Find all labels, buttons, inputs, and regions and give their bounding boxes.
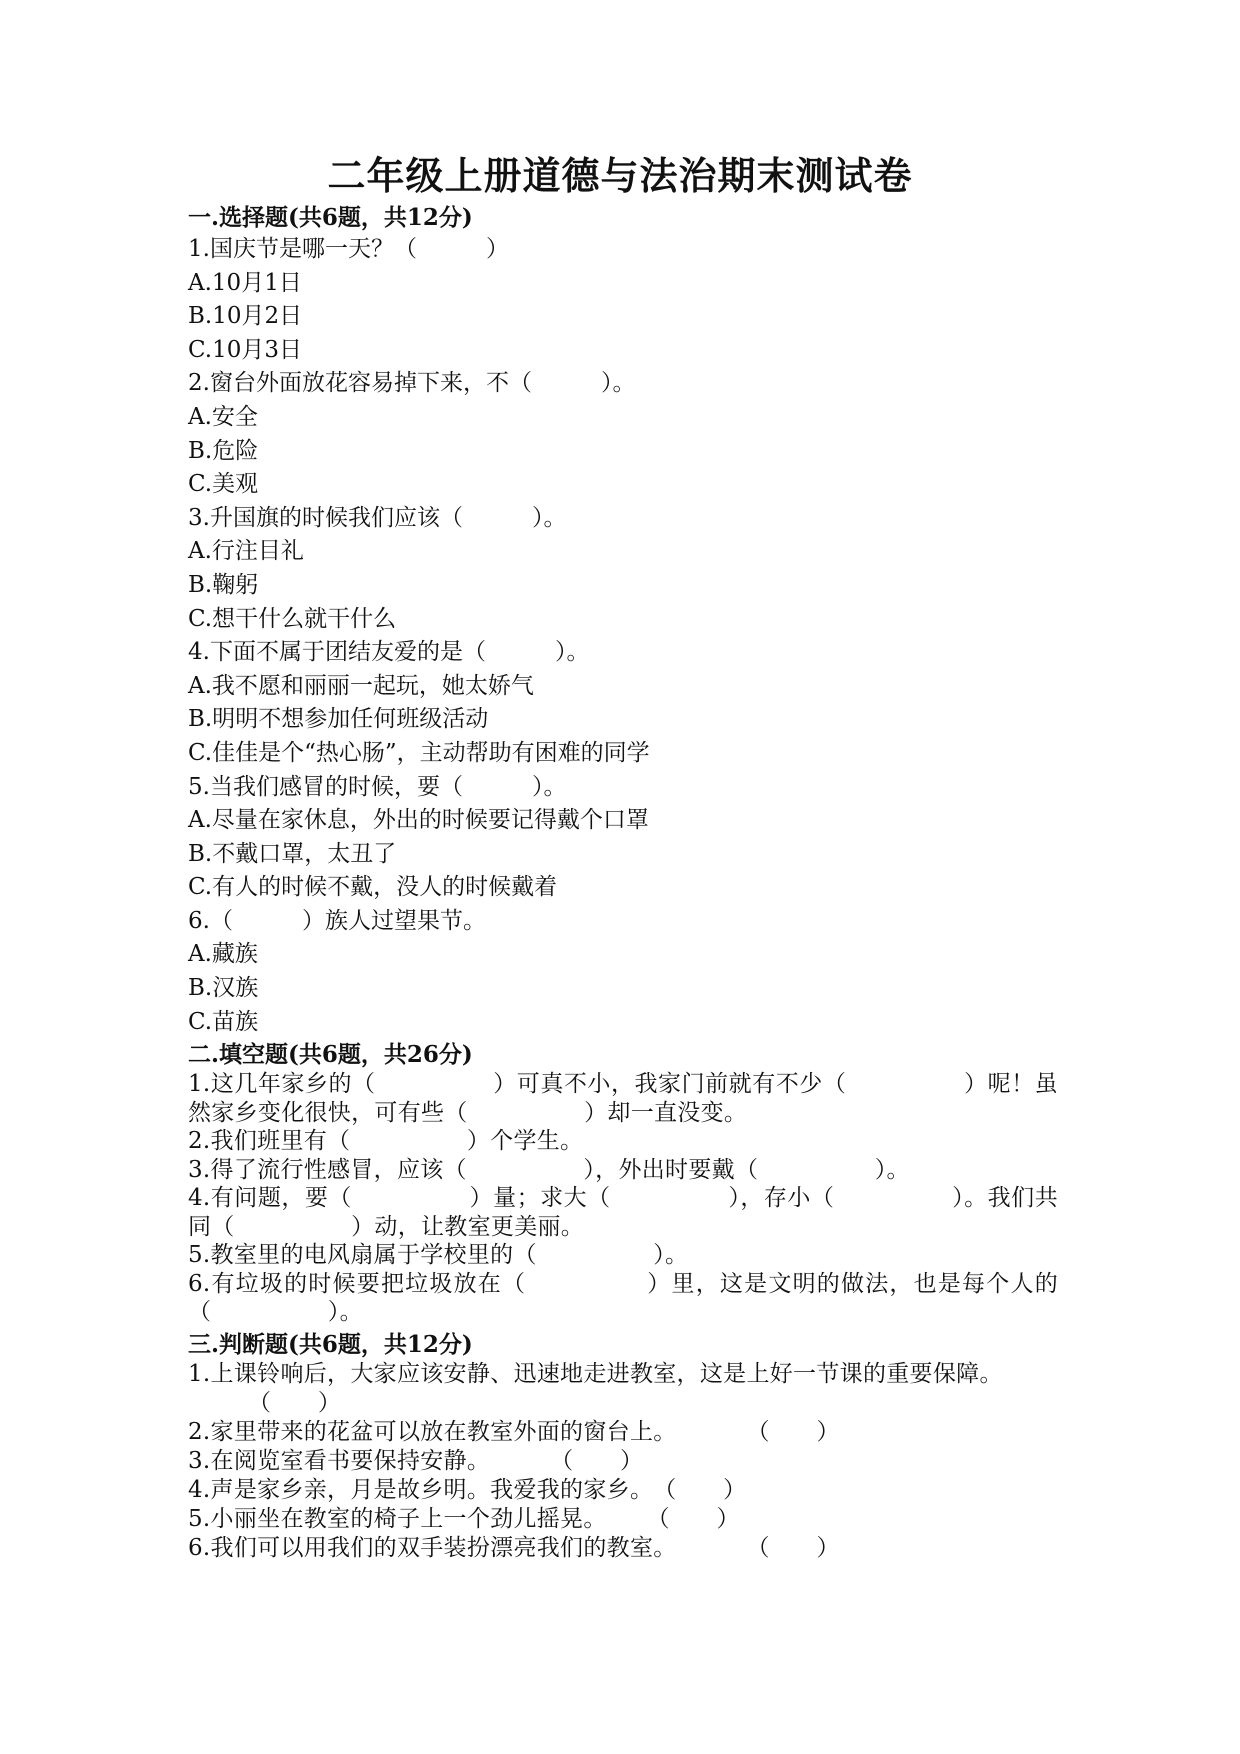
question-stem: 3.升国旗的时候我们应该（ ）。: [188, 504, 567, 531]
answer-option: A.我不愿和丽丽一起玩，她太娇气: [188, 672, 534, 699]
answer-option: B.汉族: [188, 975, 259, 1002]
answer-parentheses: （ ）: [746, 1418, 840, 1445]
fill-question: 6.有垃圾的时候要把垃圾放在（ ）里，这是文明的做法，也是每个人的（ ）。: [188, 1270, 1058, 1326]
page-title: 二年级上册道德与法治期末测试卷: [327, 153, 913, 198]
judge-question-text: 2.家里带来的花盆可以放在教室外面的窗台上。: [188, 1418, 677, 1445]
answer-option: A.10月1日: [188, 269, 302, 296]
answer-parentheses: （ ）: [646, 1505, 740, 1532]
question-stem: 1.国庆节是哪一天？（ ）: [188, 236, 509, 262]
answer-option: A.尽量在家休息，外出的时候要记得戴个口罩: [188, 807, 649, 834]
judge-question-text: 6.我们可以用我们的双手装扮漂亮我们的教室。: [188, 1534, 677, 1561]
answer-parentheses: （ ）: [746, 1534, 840, 1561]
fill-question: 2.我们班里有（ ）个学生。: [188, 1128, 584, 1155]
section-multiple-choice: [188, 202, 1058, 1039]
section-heading: 一.选择题(共6题，共12分): [188, 204, 473, 231]
fill-question: 5.教室里的电风扇属于学校里的（ ）。: [188, 1242, 689, 1269]
answer-parentheses: （ ）: [653, 1476, 747, 1503]
answer-option: A.安全: [188, 403, 258, 430]
judge-question-text: 3.在阅览室看书要保持安静。: [188, 1447, 491, 1474]
exam-content: [188, 202, 1058, 1563]
answer-option: B.不戴口罩，太丑了: [188, 840, 397, 867]
question-stem: 2.窗台外面放花容易掉下来，不（ ）。: [188, 370, 636, 397]
answer-option: A.藏族: [188, 941, 258, 968]
answer-option: C.佳佳是个“热心肠”，主动帮助有困难的同学: [188, 739, 650, 766]
answer-parentheses: （ ）: [550, 1447, 644, 1474]
judge-question: [188, 1447, 1058, 1476]
judge-question: [188, 1476, 1058, 1505]
fill-question: 1.这几年家乡的（ ）可真不小，我家门前就有不少（ ）呢！虽然家乡变化很快，可有些（ ）却一直没变。: [188, 1071, 1058, 1126]
judge-question-text: 1.上课铃响后，大家应该安静、迅速地走进教室，这是上好一节课的重要保障。: [188, 1360, 1003, 1387]
answer-option: B.危险: [188, 437, 259, 464]
answer-option: B.10月2日: [188, 303, 303, 330]
judge-question-text: 5.小丽坐在教室的椅子上一个劲儿摇晃。: [188, 1505, 607, 1532]
answer-option: C.10月3日: [188, 336, 302, 363]
answer-option: B.鞠躬: [188, 571, 259, 598]
question-stem: 6.（ ）族人过望果节。: [188, 907, 486, 934]
fill-question: 4.有问题，要（ ）量；求大（ ），存小（ ）。我们共同（ ）动，让教室更美丽。: [188, 1185, 1058, 1240]
answer-option: C.有人的时候不戴，没人的时候戴着: [188, 874, 558, 901]
judge-question-text: 4.声是家乡亲，月是故乡明。我爱我的家乡。: [188, 1476, 654, 1503]
judge-question: [188, 1418, 1058, 1447]
fill-question: 3.得了流行性感冒，应该（ ），外出时要戴（ ）。: [188, 1156, 910, 1183]
section-heading: 二.填空题(共6题，共26分): [188, 1041, 473, 1069]
answer-option: A.行注目礼: [188, 538, 304, 565]
answer-option: C.美观: [188, 471, 259, 498]
answer-option: B.明明不想参加任何班级活动: [188, 706, 489, 733]
answer-option: C.苗族: [188, 1008, 259, 1035]
section-heading: 三.判断题(共6题，共12分): [188, 1330, 473, 1358]
judge-question: [188, 1505, 1058, 1534]
judge-question: [188, 1360, 1058, 1418]
question-stem: 5.当我们感冒的时候，要（ ）。: [188, 773, 567, 800]
answer-option: C.想干什么就干什么: [188, 605, 397, 632]
section-fill-in-blank: [188, 1039, 1058, 1327]
section-true-false: [188, 1329, 1058, 1563]
answer-parentheses: （ ）: [248, 1389, 342, 1416]
judge-question: [188, 1534, 1058, 1563]
question-stem: 4.下面不属于团结友爱的是（ ）。: [188, 639, 590, 666]
